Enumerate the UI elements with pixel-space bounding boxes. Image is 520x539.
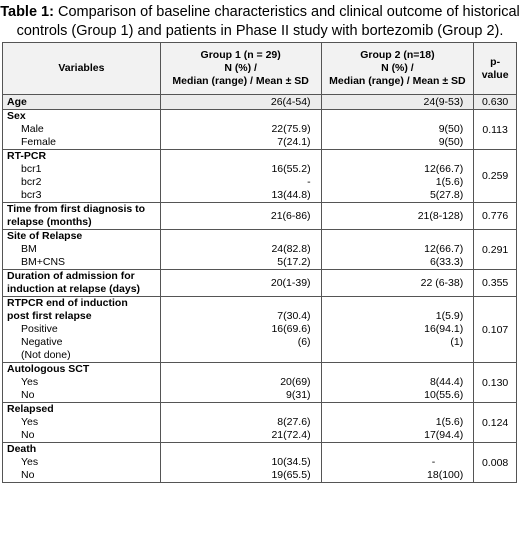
group1-value: 26(4-54) (160, 95, 321, 110)
table-row-autologous-sct (3, 363, 517, 403)
sub-label: bcr3 (21, 189, 42, 201)
row-label: Relapsed (7, 403, 54, 415)
row-label: Age (3, 95, 161, 110)
sub-label: Yes (21, 376, 39, 388)
group2-value: 1(5.9) 16(94.1) (1) (321, 297, 474, 363)
p-value: 0.291 (474, 230, 517, 270)
caption-text-line2: controls (Group 1) and patients in Phase II study with bortezomib (Group 2). (16, 23, 504, 39)
sub-label: BM+CNS (21, 256, 66, 268)
row-label: Time from first diagnosis to relapse (months) (3, 203, 161, 230)
group2-value: 8(44.4) 10(55.6) (321, 363, 474, 403)
header-variables: Variables (3, 43, 161, 95)
p-value: 0.355 (474, 270, 517, 297)
sub-label: No (21, 389, 35, 401)
p-value: 0.776 (474, 203, 517, 230)
group2-value: 12(66.7) 1(5.6) 5(27.8) (321, 150, 474, 203)
group2-value: 12(66.7) 6(33.3) (321, 230, 474, 270)
row-label: Death (7, 443, 37, 455)
sub-label: Yes (21, 456, 39, 468)
row-label: RT-PCR (7, 150, 47, 162)
group2-value: 9(50) 9(50) (321, 110, 474, 150)
table-row-admission-duration (3, 270, 517, 297)
p-value: 0.107 (474, 297, 517, 363)
table-row-site-of-relapse (3, 230, 517, 270)
group2-value: - 18(100) (321, 443, 474, 483)
header-group1: Group 1 (n = 29) N (%) / Median (range) / Mean ± SD (160, 43, 321, 95)
p-value: 0.008 (474, 443, 517, 483)
row-label: Site of Relapse (7, 230, 83, 242)
sub-label: No (21, 469, 35, 481)
p-value: 0.259 (474, 150, 517, 203)
caption-label: Table 1: (0, 4, 54, 20)
group2-value: 1(5.6) 17(94.4) (321, 403, 474, 443)
sub-label: Negative (21, 336, 63, 348)
table-row-age (3, 95, 517, 110)
header-group2: Group 2 (n=18) N (%) / Median (range) / Mean ± SD (321, 43, 474, 95)
row-label: Autologous SCT (7, 363, 90, 375)
header-pvalue: p- value (474, 43, 517, 95)
group2-value: 22 (6-38) (321, 270, 474, 297)
table-row-death (3, 443, 517, 483)
caption-text-line1: Comparison of baseline characteristics and clinical outcome of historical (53, 4, 520, 20)
row-label: Sex (7, 110, 26, 122)
row-label: RTPCR end of induction (7, 297, 128, 309)
group1-value: 10(34.5) 19(65.5) (160, 443, 321, 483)
row-label: Duration of admission for induction at relapse (days) (3, 270, 161, 297)
sub-label: BM (21, 243, 37, 255)
p-value: 0.130 (474, 363, 517, 403)
sub-label: bcr1 (21, 163, 42, 175)
comparison-table (2, 42, 517, 483)
p-value: 0.124 (474, 403, 517, 443)
sub-label: Female (21, 136, 57, 148)
table-caption (0, 3, 520, 41)
group1-value: 16(55.2) - 13(44.8) (160, 150, 321, 203)
sub-label: bcr2 (21, 176, 42, 188)
sub-label: (Not done) (21, 349, 71, 361)
table-row-relapsed (3, 403, 517, 443)
sub-label: Male (21, 123, 44, 135)
group1-value: 21(6-86) (160, 203, 321, 230)
table-row-time-to-relapse (3, 203, 517, 230)
group1-value: 8(27.6) 21(72.4) (160, 403, 321, 443)
row-label: post first relapse (7, 310, 92, 322)
group2-value: 24(9-53) (321, 95, 474, 110)
sub-label: No (21, 429, 35, 441)
sub-label: Yes (21, 416, 39, 428)
table-row-sex (3, 110, 517, 150)
p-value: 0.113 (474, 110, 517, 150)
sub-label: Positive (21, 323, 58, 335)
group2-value: 21(8-128) (321, 203, 474, 230)
table-row-rtpcr-end-induction (3, 297, 517, 363)
table-row-rtpcr (3, 150, 517, 203)
group1-value: 20(69) 9(31) (160, 363, 321, 403)
table-header-row (3, 43, 517, 95)
group1-value: 7(30.4) 16(69.6) (6) (160, 297, 321, 363)
group1-value: 22(75.9) 7(24.1) (160, 110, 321, 150)
group1-value: 20(1-39) (160, 270, 321, 297)
group1-value: 24(82.8) 5(17.2) (160, 230, 321, 270)
p-value: 0.630 (474, 95, 517, 110)
